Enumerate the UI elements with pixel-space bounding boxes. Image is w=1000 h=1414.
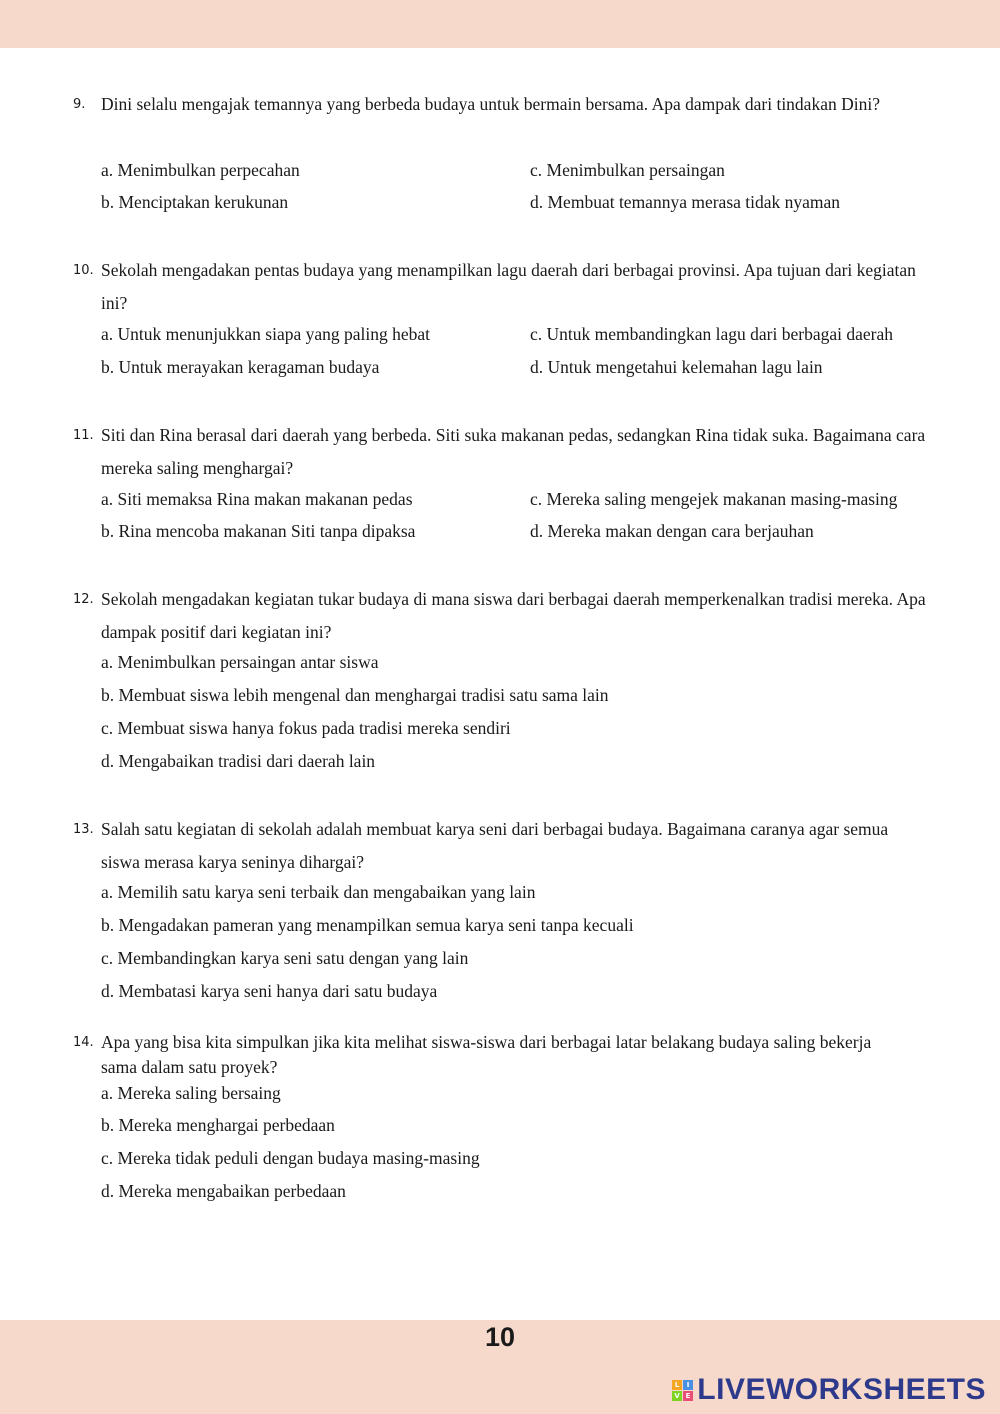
question-text: Dini selalu mengajak temannya yang berbeda budaya untuk bermain bersama. Apa dampak dari tindakan Dini? xyxy=(101,94,880,114)
question-number: 10. xyxy=(73,263,94,278)
option-a[interactable]: a. Mereka saling bersaing xyxy=(101,1083,281,1103)
option-d[interactable]: d. Mereka mengabaikan perbedaan xyxy=(101,1181,346,1201)
option-b[interactable]: b. Rina mencoba makanan Siti tanpa dipaksa xyxy=(101,521,416,541)
option-d[interactable]: d. Mereka makan dengan cara berjauhan xyxy=(530,521,814,541)
option-d[interactable]: d. Mengabaikan tradisi dari daerah lain xyxy=(101,751,376,771)
option-c[interactable]: c. Mereka saling mengejek makanan masing-masing xyxy=(530,489,898,509)
option-c[interactable]: c. Untuk membandingkan lagu dari berbagai daerah xyxy=(530,324,893,344)
logo-text: LIVEWORKSHEETS xyxy=(697,1373,986,1406)
question-text: Siti dan Rina berasal dari daerah yang berbeda. Siti suka makanan pedas, sedangkan Rina tidak suka. Bagaimana cara mereka saling menghargai? xyxy=(101,425,926,478)
option-a[interactable]: a. Untuk menunjukkan siapa yang paling hebat xyxy=(101,324,431,344)
header-band xyxy=(0,0,1000,48)
option-b[interactable]: b. Menciptakan kerukunan xyxy=(101,192,289,212)
option-a[interactable]: a. Menimbulkan perpecahan xyxy=(101,160,300,180)
option-b[interactable]: b. Mereka menghargai perbedaan xyxy=(101,1115,335,1135)
option-d[interactable]: d. Membuat temannya merasa tidak nyaman xyxy=(530,192,841,212)
option-c[interactable]: c. Menimbulkan persaingan xyxy=(530,160,725,180)
liveworksheets-logo-icon xyxy=(672,1380,693,1401)
question-number: 11. xyxy=(73,428,94,443)
option-a[interactable]: a. Memilih satu karya seni terbaik dan mengabaikan yang lain xyxy=(101,882,536,902)
option-c[interactable]: c. Membandingkan karya seni satu dengan yang lain xyxy=(101,948,469,968)
logo-mark-cell: I xyxy=(683,1380,693,1390)
question-number: 12. xyxy=(73,592,94,607)
option-a[interactable]: a. Siti memaksa Rina makan makanan pedas xyxy=(101,489,413,509)
option-d[interactable]: d. Untuk mengetahui kelemahan lagu lain xyxy=(530,357,823,377)
question-text: Salah satu kegiatan di sekolah adalah membuat karya seni dari berbagai budaya. Bagaimana caranya agar semua siswa merasa karya seninya dihargai? xyxy=(101,819,889,872)
logo-mark-cell: E xyxy=(683,1391,693,1401)
question-text: Sekolah mengadakan kegiatan tukar budaya di mana siswa dari berbagai daerah memperkenalkan tradisi mereka. Apa dampak positif dari kegiatan ini? xyxy=(101,589,926,642)
option-b[interactable]: b. Untuk merayakan keragaman budaya xyxy=(101,357,380,377)
page-number: 10 xyxy=(484,1322,516,1352)
question-text: Apa yang bisa kita simpulkan jika kita melihat siswa-siswa dari berbagai latar belakang budaya saling bekerja sama dalam satu proyek? xyxy=(101,1032,872,1077)
option-b[interactable]: b. Membuat siswa lebih mengenal dan menghargai tradisi satu sama lain xyxy=(101,685,609,705)
option-a[interactable]: a. Menimbulkan persaingan antar siswa xyxy=(101,652,379,672)
option-b[interactable]: b. Mengadakan pameran yang menampilkan semua karya seni tanpa kecuali xyxy=(101,915,634,935)
question-number: 14. xyxy=(73,1035,94,1050)
option-c[interactable]: c. Mereka tidak peduli dengan budaya masing-masing xyxy=(101,1148,480,1168)
logo-mark-cell: L xyxy=(672,1380,682,1390)
option-d[interactable]: d. Membatasi karya seni hanya dari satu budaya xyxy=(101,981,438,1001)
liveworksheets-logo xyxy=(672,1373,986,1407)
question-number: 13. xyxy=(73,822,94,837)
logo-mark-cell: V xyxy=(672,1391,682,1401)
option-c[interactable]: c. Membuat siswa hanya fokus pada tradisi mereka sendiri xyxy=(101,718,511,738)
question-text: Sekolah mengadakan pentas budaya yang menampilkan lagu daerah dari berbagai provinsi. Apa tujuan dari kegiatan ini? xyxy=(101,260,916,313)
question-number: 9. xyxy=(73,97,86,112)
